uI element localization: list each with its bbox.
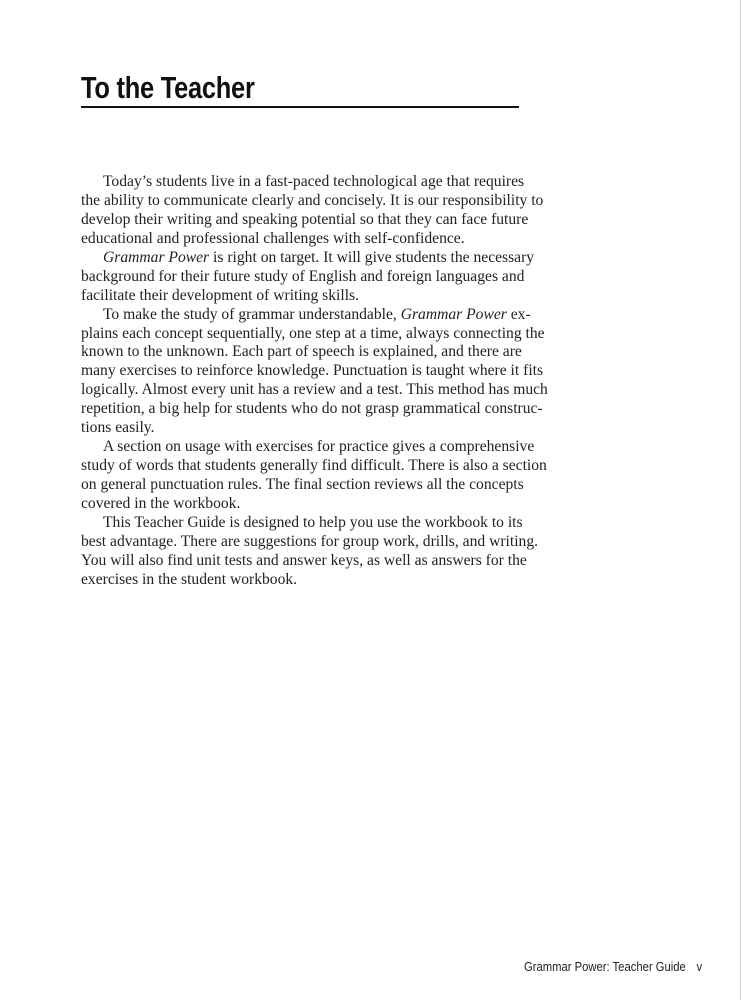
running-title: Grammar Power: Teacher Guide [524, 960, 686, 974]
paragraph-line [81, 210, 529, 230]
text-segment: educational and professional challenges with self-confidence. [81, 229, 465, 247]
text-segment: the ability to communicate clearly and concisely. It is our responsibility to [81, 191, 544, 209]
text-segment: many exercises to reinforce knowledge. Punctuation is taught where it fits [81, 362, 544, 380]
paragraph-line [81, 191, 544, 211]
paragraph-line [81, 381, 548, 400]
text-segment: plains each concept sequentially, one step at a time, always connecting the [81, 324, 545, 342]
paragraph-line [81, 476, 524, 495]
paragraph-line [81, 305, 531, 325]
paragraph-line [81, 324, 545, 344]
text-segment: tions easily. [81, 419, 155, 437]
page-footer [524, 960, 702, 974]
paragraph-line [81, 400, 543, 419]
text-segment: facilitate their development of writing skills. [81, 286, 360, 304]
paragraph-line [81, 495, 519, 514]
paragraph-line [81, 532, 539, 552]
text-segment: ex- [506, 305, 531, 323]
text-segment: To make the study of grammar understandable, [103, 305, 401, 323]
text-segment: This Teacher Guide is designed to help you use the workbook to its [103, 513, 523, 531]
text-segment: covered in the workbook. [81, 494, 241, 512]
text-segment: develop their writing and speaking potential so that they can face future [81, 210, 529, 228]
page-number: v [696, 960, 703, 974]
paragraph-line [81, 438, 535, 457]
text-segment: logically. Almost every unit has a review and a test. This method has much [81, 381, 548, 399]
paragraph-line [81, 267, 525, 287]
text-segment: known to the unknown. Each part of speech is explained, and there are [81, 343, 522, 361]
paragraph-line [81, 248, 535, 268]
text-segment: background for their future study of English and foreign languages and [81, 267, 525, 285]
paragraph-line [81, 343, 522, 362]
text-segment: A section on usage with exercises for practice gives a comprehensive [103, 438, 535, 456]
body-text [81, 173, 548, 590]
paragraph-line [81, 173, 525, 192]
book-title-italic: Grammar Power [103, 248, 210, 266]
text-segment: Today’s students live in a fast-paced technological age that requires [103, 173, 525, 190]
text-segment: is right on target. It will give students the necessary [209, 248, 535, 266]
page-title: To the Teacher [81, 70, 255, 105]
text-segment: study of words that students generally find difficult. There is also a section [81, 457, 547, 475]
text-segment: You will also find unit tests and answer keys, as well as answers for the [81, 551, 527, 569]
text-segment: repetition, a big help for students who do not grasp grammatical construc- [81, 400, 543, 418]
paragraph-line [81, 571, 519, 590]
title-rule [81, 106, 519, 108]
text-segment: on general punctuation rules. The final section reviews all the concepts [81, 476, 524, 493]
paragraph-line [81, 551, 527, 571]
text-segment: best advantage. There are suggestions for group work, drills, and writing. [81, 532, 539, 550]
paragraph-line [81, 513, 523, 533]
paragraph-line [81, 419, 519, 438]
paragraph-line [81, 457, 547, 476]
paragraph-line [81, 287, 519, 306]
book-title-italic: Grammar Power [400, 305, 507, 323]
paragraph-line [81, 362, 544, 381]
paragraph-line [81, 230, 519, 249]
text-segment: exercises in the student workbook. [81, 570, 298, 588]
